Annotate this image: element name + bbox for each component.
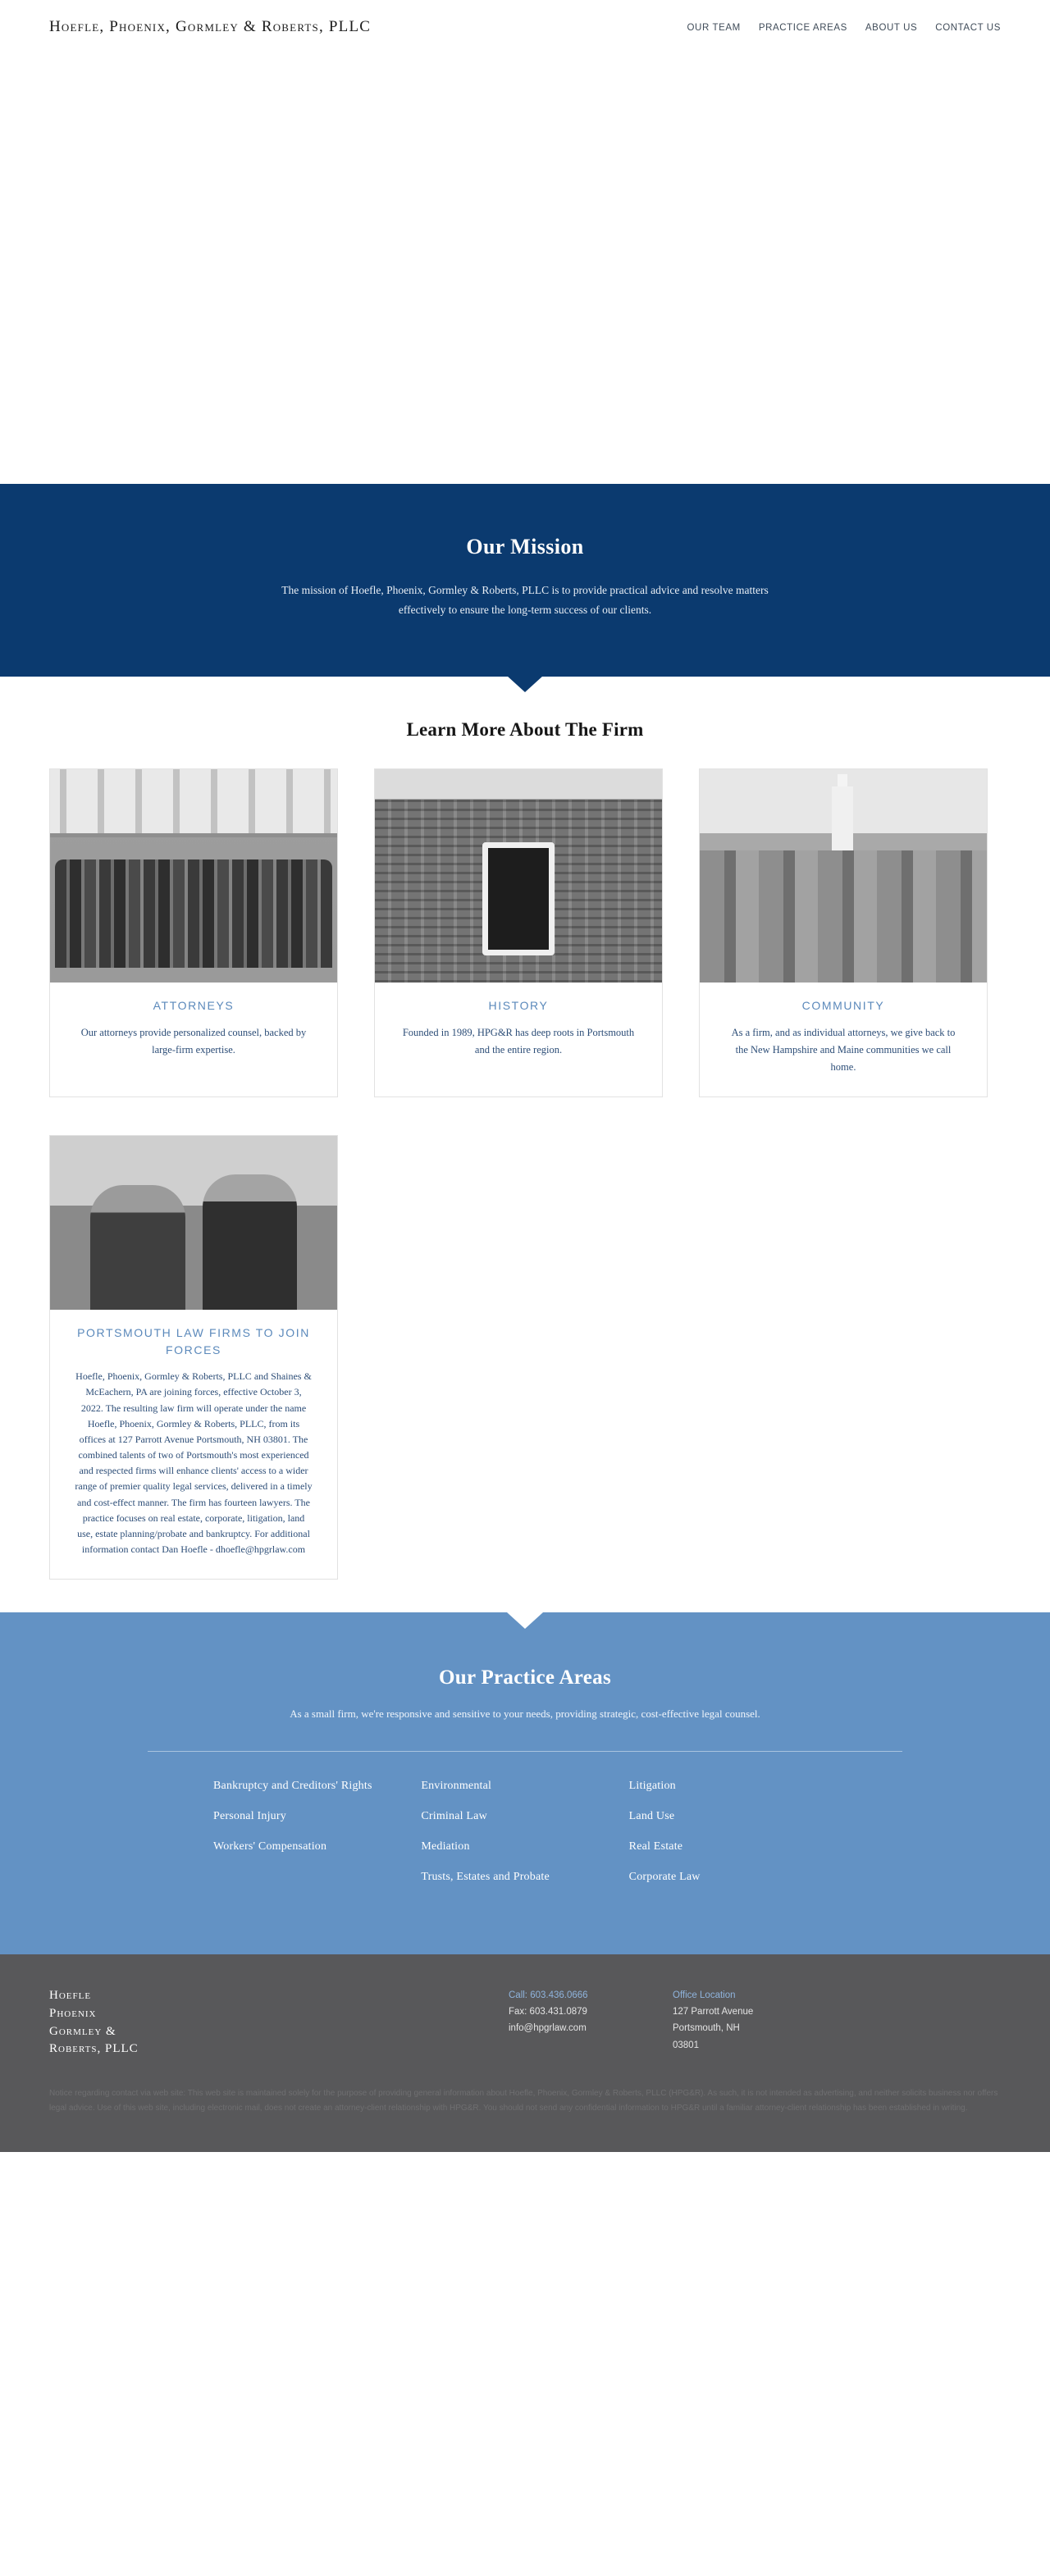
nav-item-our-team[interactable]: OUR TEAM: [687, 23, 741, 33]
practice-area-spacer: [213, 1871, 421, 1884]
footer-phone-link[interactable]: Call: 603.436.0666: [509, 1990, 588, 2001]
card-text-join-forces: Hoefle, Phoenix, Gormley & Roberts, PLLC and Shaines & McEachern, PA are joining forces, effective October 3, 2022. The resulting law firm will operate under the name Hoefle, Phoenix, Gormley & Roberts, PLLC, from its offices at 127 Parrott Avenue Portsmouth, NH 03801. The combined talents of two of Portsmouth's most experienced and respected firms will enhance clients' access to a wider range of premier quality legal services, delivered in a timely and cost-effect manner. The firm has fourteen lawyers. The practice focuses on real estate, corporate, litigation, land use, estate planning/probate and bankruptcy. For additional information contact Dan Hoefle - dhoefle@hpgrlaw.com: [75, 1370, 313, 1556]
card-title-community: COMMUNITY: [801, 999, 885, 1013]
practice-area-criminal-law[interactable]: Criminal Law: [421, 1810, 487, 1823]
practice-arrow-icon: [507, 1612, 543, 1629]
footer-brand-line-2: Phoenix: [49, 2006, 97, 2020]
nav-item-practice-areas[interactable]: PRACTICE AREAS: [758, 23, 847, 33]
learn-more-heading: Learn More About The Firm: [406, 719, 644, 741]
card-title-join-forces: PORTSMOUTH LAW FIRMS TO JOIN FORCES: [77, 1326, 310, 1357]
footer-fax: Fax: 603.431.0879: [509, 2007, 587, 2017]
practice-area-workers-compensation[interactable]: Workers' Compensation: [213, 1840, 327, 1853]
law-firm-group-photo: [50, 769, 337, 983]
card-firms-join-forces[interactable]: [49, 1135, 338, 1580]
card-text-community: As a firm, and as individual attorneys, we give back to the New Hampshire and Maine communities we call home.: [731, 1027, 956, 1073]
learn-more-section: [0, 677, 1050, 1612]
practice-areas-heading: Our Practice Areas: [439, 1666, 611, 1689]
practice-area-bankruptcy[interactable]: Bankruptcy and Creditors' Rights: [213, 1780, 372, 1793]
card-text-attorneys: Our attorneys provide personalized counsel, backed by large-firm expertise.: [80, 1027, 307, 1055]
practice-areas-subtitle: As a small firm, we're responsive and sensitive to your needs, providing strategic, cost-effective legal counsel.: [290, 1707, 760, 1721]
footer-brand-line-4: Roberts, PLLC: [49, 2042, 139, 2056]
card-title-history: HISTORY: [488, 999, 549, 1013]
card-attorneys[interactable]: [49, 768, 338, 1097]
footer-email[interactable]: info@hpgrlaw.com: [509, 2023, 587, 2034]
main-navigation: [687, 18, 1001, 33]
practice-area-environmental[interactable]: Environmental: [421, 1780, 492, 1793]
footer-logo[interactable]: [49, 1987, 509, 2059]
nav-item-contact-us[interactable]: CONTACT US: [935, 23, 1001, 33]
site-header: [0, 0, 1050, 74]
practice-area-mediation[interactable]: Mediation: [421, 1840, 470, 1853]
card-text-history: Founded in 1989, HPG&R has deep roots in Portsmouth and the entire region.: [402, 1027, 635, 1055]
practice-area-trusts-estates-probate[interactable]: Trusts, Estates and Probate: [421, 1871, 550, 1884]
footer-office-street: 127 Parrott Avenue: [673, 2007, 754, 2017]
mission-body: The mission of Hoefle, Phoenix, Gormley & Roberts, PLLC is to provide practical advice and resolve matters effectively to ensure the long-term success of our clients.: [281, 584, 769, 616]
practice-areas-section: [0, 1612, 1050, 1954]
practice-area-personal-injury[interactable]: Personal Injury: [213, 1810, 286, 1823]
practice-area-real-estate[interactable]: Real Estate: [628, 1840, 683, 1853]
footer-contact-block: [509, 1987, 673, 2059]
site-footer: [0, 1954, 1050, 2152]
attorneys-handshake-photo: [50, 1136, 337, 1310]
nav-item-about-us[interactable]: ABOUT US: [865, 23, 918, 33]
footer-office-zip: 03801: [673, 2040, 699, 2050]
footer-disclaimer: Notice regarding contact via web site: This web site is maintained solely for the purpose of providing general information about Hoefle, Phoenix, Gormley & Roberts, PLLC (HPG&R). As such, it is not intended as advertising, and neither solicits business nor offers legal advice. Use of this web site, including electronic mail, does not create an attorney-client relationship with HPG&R. You should not send any confidential information to HPG&R until a familiar attorney-client relationship has been established in writing.: [49, 2089, 998, 2113]
card-history[interactable]: [374, 768, 663, 1097]
footer-office-heading: Office Location: [673, 1990, 736, 2001]
practice-areas-list: [213, 1780, 837, 1884]
practice-area-corporate-law[interactable]: Corporate Law: [628, 1871, 701, 1884]
practice-area-litigation[interactable]: Litigation: [628, 1780, 676, 1793]
learn-more-card-grid: [49, 768, 1001, 1580]
footer-brand-line-1: Hoefle: [49, 1989, 92, 2003]
practice-area-land-use[interactable]: Land Use: [628, 1810, 675, 1823]
footer-brand-line-3: Gormley &: [49, 2024, 116, 2038]
hero-blank-area: [0, 74, 1050, 484]
footer-office-city: Portsmouth, NH: [673, 2023, 740, 2034]
mission-section: [0, 484, 1050, 677]
practice-divider: [148, 1751, 902, 1752]
mission-heading: Our Mission: [466, 535, 584, 559]
card-community[interactable]: [699, 768, 988, 1097]
footer-office-block: [673, 1987, 853, 2059]
mission-arrow-icon: [507, 676, 543, 692]
brick-office-entrance-photo: [375, 769, 662, 983]
site-logo[interactable]: Hoefle, Phoenix, Gormley & Roberts, PLLC: [49, 18, 372, 35]
portsmouth-village-rooftops-photo: [700, 769, 987, 983]
card-title-attorneys: ATTORNEYS: [153, 999, 235, 1013]
